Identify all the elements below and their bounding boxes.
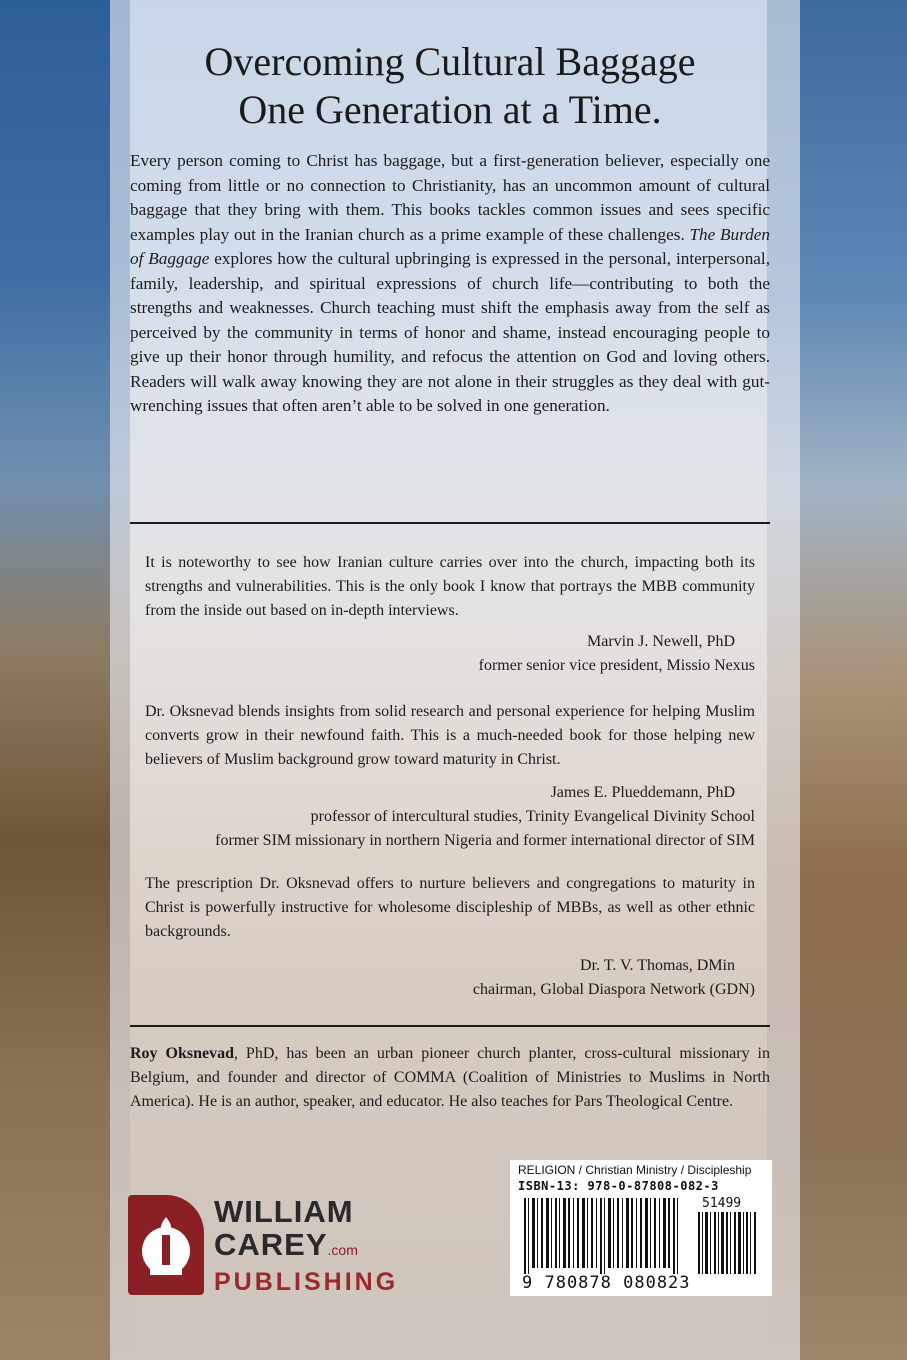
description-book-title: The Burden of Baggage (130, 224, 770, 268)
barcode-box (510, 1160, 772, 1296)
publisher-domain: .com (327, 1242, 358, 1258)
barcode-number: 9 780878 080823 (522, 1273, 691, 1293)
endorsement-2-attribution (215, 781, 755, 853)
divider-bottom (130, 1025, 770, 1027)
cover-headline (130, 38, 770, 134)
endorsement-3-text: The prescription Dr. Oksnevad offers to nurture believers and congregations to maturity in Christ is powerfully instructive for wholesome discipleship of MBBs, as well as other ethnic backgrounds. (145, 875, 755, 940)
endorsement-3-attribution (473, 954, 755, 1002)
endorsement-1-text: It is noteworthy to see how Iranian culture carries over into the church, impacting both its strengths and vulnerabilities. This is the only book I know that portrays the MBB community from the inside out based on in-depth interviews. (145, 554, 755, 619)
endorsement-1-attribution (479, 630, 755, 678)
barcode-price-code: 51499 (702, 1196, 742, 1211)
endorsement-2-role-2: former SIM missionary in northern Nigeria and former international director of SIM (215, 832, 755, 849)
author-bio (130, 1042, 770, 1114)
publisher-logo (128, 1195, 428, 1295)
endorsement-1-name: Marvin J. Newell, PhD (587, 633, 735, 650)
endorsement-3-role-1: chairman, Global Diaspora Network (GDN) (472, 981, 755, 998)
book-description (130, 149, 770, 419)
barcode-category: RELIGION / Christian Ministry / Discipleship (518, 1163, 752, 1177)
divider-top (130, 522, 770, 524)
endorsement-2-name: James E. Plueddemann, PhD (550, 784, 735, 801)
author-name: Roy Oksnevad (130, 1045, 234, 1062)
barcode-isbn: ISBN-13: 978-0-87808-082-3 (518, 1179, 719, 1193)
headline-line-2: One Generation at a Time. (238, 87, 662, 132)
endorsement-2-role-1: professor of intercultural studies, Trinity Evangelical Divinity School (310, 808, 755, 825)
publisher-wordmark (214, 1195, 398, 1297)
description-part-1: Every person coming to Christ has baggage, but a first-generation believer, especially one coming from little or no connection to Christianity, has an uncommon amount of cultural baggage that they bring with them. This books tackles common issues and sees specific examples play out in the Iranian church as a prime example of these challenges. (130, 151, 770, 244)
publisher-line-2-text: CAREY (214, 1227, 328, 1262)
candle-icon (128, 1195, 204, 1295)
endorsement-3-name: Dr. T. V. Thomas, DMin (580, 957, 735, 974)
headline-line-1: Overcoming Cultural Baggage (204, 39, 696, 84)
endorsement-2-text: Dr. Oksnevad blends insights from solid research and personal experience for helping Muslim converts grow in their newfound faith. This is a much-needed book for those helping new believers of Muslim background grow toward maturity in Christ. (145, 703, 755, 768)
publisher-line-3: PUBLISHING (214, 1268, 399, 1296)
publisher-line-2 (214, 1228, 398, 1267)
publisher-line-1: WILLIAM (214, 1194, 354, 1229)
endorsement-1-role-1: former senior vice president, Missio Nexus (478, 657, 755, 674)
description-part-2: explores how the cultural upbringing is expressed in the personal, interpersonal, family, leadership, and spiritual expressions of church life—contributing to both the strengths and weaknesses. Church teaching must shift the emphasis away from the self as perceived by the community in terms of honor and shame, instead encouraging people to give up their honor through humility, and refocus the attention on God and loving others. Readers will walk away knowing they are not alone in their struggles as they deal with gut-wrenching issues that often aren’t able to be solved in one generation. (130, 249, 771, 415)
author-bio-text: , PhD, has been an urban pioneer church planter, cross-cultural missionary in Belgium, and founder and director of COMMA (Coalition of Ministries to Muslims in North America). He is an author, speaker, and educator. He also teaches for Pars Theological Centre. (130, 1045, 771, 1110)
